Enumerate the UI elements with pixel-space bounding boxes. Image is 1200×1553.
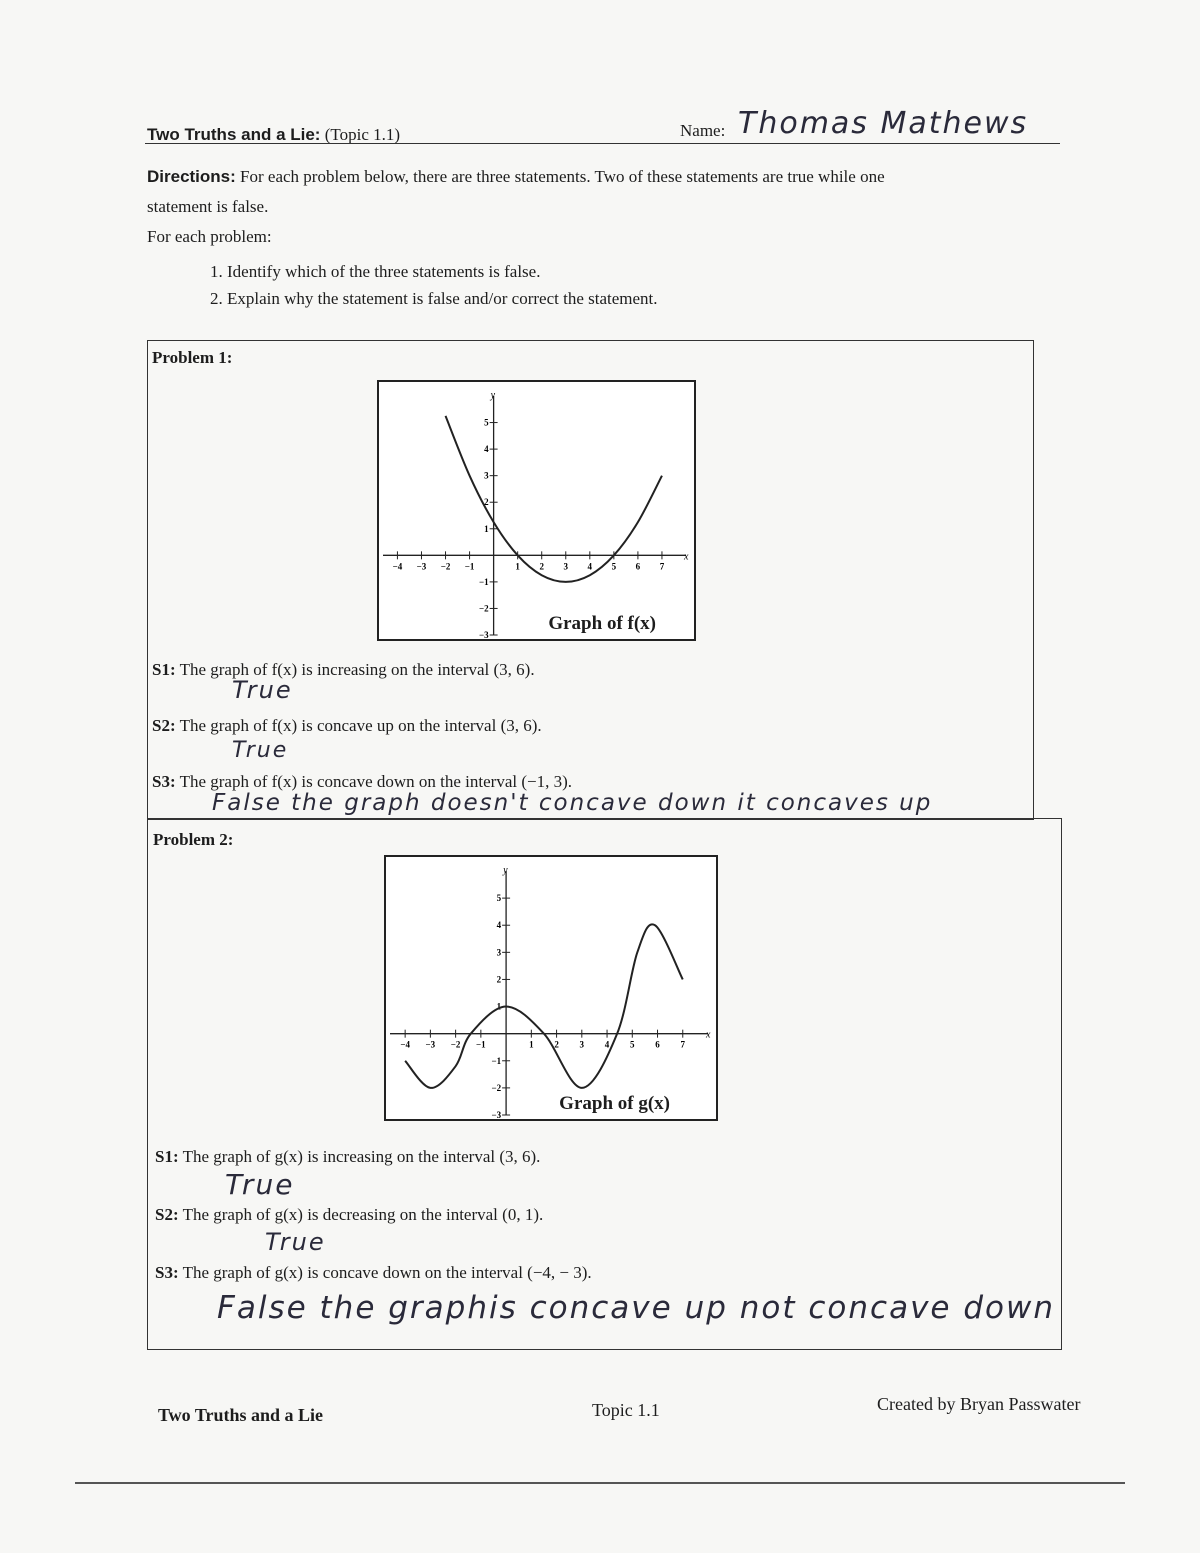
x-tick-label: 3 — [579, 1039, 585, 1050]
worksheet-title — [147, 125, 400, 145]
x-tick-label: −1 — [464, 561, 475, 572]
footer-right: Created by Bryan Passwater — [877, 1394, 1081, 1414]
p2-s2-answer[interactable]: True — [265, 1228, 326, 1256]
s2-label: S2: — [155, 1205, 179, 1224]
y-tick-label: 3 — [484, 470, 489, 481]
x-tick-label: 1 — [529, 1039, 534, 1050]
header-rule — [145, 143, 1060, 144]
x-tick-label: 7 — [659, 561, 665, 572]
p1-s2-answer[interactable]: True — [232, 738, 289, 763]
name-label: Name: — [680, 121, 726, 140]
graph-f — [377, 380, 696, 641]
y-tick-label: −3 — [478, 630, 489, 639]
y-axis-label: y — [490, 390, 496, 401]
x-tick-label: −3 — [416, 561, 427, 572]
function-curve — [405, 924, 683, 1088]
s1-label: S1: — [152, 660, 176, 679]
footer-center: Topic 1.1 — [592, 1400, 660, 1420]
x-axis-label: x — [684, 551, 689, 563]
p1-s3-answer[interactable]: False the graph doesn't concave down it concaves up — [212, 790, 933, 816]
step-1: 1. Identify which of the three statements is false. — [210, 262, 541, 281]
step-2: 2. Explain why the statement is false and/or correct the statement. — [210, 289, 658, 308]
y-tick-label: −1 — [478, 576, 489, 587]
p2-s1-answer[interactable]: True — [225, 1168, 295, 1201]
p1-s2 — [152, 716, 542, 736]
directions-label: Directions: — [147, 167, 236, 186]
x-tick-label: 2 — [539, 561, 544, 572]
y-tick-label: 3 — [496, 947, 502, 958]
x-tick-label: 2 — [554, 1039, 559, 1050]
s1-text: The graph of g(x) is increasing on the interval (3, 6). — [182, 1147, 541, 1166]
p2-s3-answer[interactable]: False the graphis concave up not concave down — [217, 1290, 1055, 1326]
graph-g-plot — [386, 857, 716, 1119]
y-tick-label: 4 — [484, 444, 489, 455]
x-tick-label: −4 — [400, 1039, 410, 1050]
steps-list — [210, 258, 658, 312]
function-curve — [446, 416, 662, 582]
x-tick-label: 5 — [630, 1039, 635, 1050]
p1-s1-answer[interactable]: True — [232, 676, 293, 704]
x-tick-label: 1 — [515, 561, 520, 572]
y-tick-label: 1 — [484, 523, 489, 534]
y-tick-label: −2 — [491, 1082, 502, 1093]
s1-text: The graph of f(x) is increasing on the interval (3, 6). — [179, 660, 535, 679]
graph-f-plot — [379, 382, 694, 639]
x-tick-label: −2 — [440, 561, 451, 572]
x-tick-label: −4 — [392, 561, 403, 572]
y-tick-label: 5 — [496, 893, 502, 904]
topic: (Topic 1.1) — [324, 125, 401, 144]
x-tick-label: 5 — [611, 561, 617, 572]
s2-text: The graph of f(x) is concave up on the interval (3, 6). — [179, 716, 542, 735]
name-field[interactable]: Thomas Mathews — [738, 106, 1029, 141]
x-tick-label: −2 — [450, 1039, 461, 1050]
s1-label: S1: — [155, 1147, 179, 1166]
y-tick-label: 2 — [484, 497, 489, 508]
problem-1-title: Problem 1: — [152, 348, 233, 367]
directions-text-2: statement is false. — [147, 197, 269, 216]
p2-s3 — [155, 1263, 592, 1283]
x-tick-label: −1 — [476, 1039, 486, 1050]
p1-s3 — [152, 772, 572, 792]
y-axis-label: y — [503, 865, 508, 876]
directions — [147, 162, 1047, 252]
s3-label: S3: — [155, 1263, 179, 1282]
problem-2-title: Problem 2: — [153, 830, 234, 849]
title: Two Truths and a Lie: — [147, 125, 321, 144]
p2-s2 — [155, 1205, 543, 1225]
y-tick-label: 1 — [496, 1001, 502, 1012]
page-edge — [75, 1482, 1125, 1484]
directions-text: For each problem below, there are three statements. Two of these statements are true while one — [240, 167, 885, 186]
x-tick-label: 7 — [680, 1039, 686, 1050]
x-tick-label: 6 — [635, 561, 641, 572]
s3-text: The graph of f(x) is concave down on the interval (−1, 3). — [179, 772, 573, 791]
x-tick-label: 4 — [587, 561, 593, 572]
s3-text: The graph of g(x) is concave down on the interval (−4, − 3). — [182, 1263, 592, 1282]
y-tick-label: 5 — [484, 417, 489, 428]
x-tick-label: 4 — [604, 1039, 610, 1050]
graph-f-label: Graph of f(x) — [548, 613, 656, 634]
s2-label: S2: — [152, 716, 176, 735]
y-tick-label: 4 — [496, 920, 502, 931]
footer-left: Two Truths and a Lie — [158, 1405, 324, 1425]
graph-g — [384, 855, 718, 1121]
y-tick-label: −1 — [491, 1055, 502, 1066]
p2-s1 — [155, 1147, 540, 1167]
s3-label: S3: — [152, 772, 176, 791]
p1-s1 — [152, 660, 535, 680]
y-tick-label: −3 — [491, 1110, 502, 1119]
graph-g-label: Graph of g(x) — [559, 1093, 670, 1114]
x-tick-label: 3 — [563, 561, 569, 572]
x-tick-label: 6 — [655, 1039, 660, 1050]
y-tick-label: 2 — [496, 974, 502, 985]
y-tick-label: −2 — [478, 603, 489, 614]
for-each-label: For each problem: — [147, 227, 272, 246]
x-tick-label: −3 — [425, 1039, 436, 1050]
x-axis-label: x — [706, 1029, 711, 1041]
s2-text: The graph of g(x) is decreasing on the interval (0, 1). — [182, 1205, 544, 1224]
